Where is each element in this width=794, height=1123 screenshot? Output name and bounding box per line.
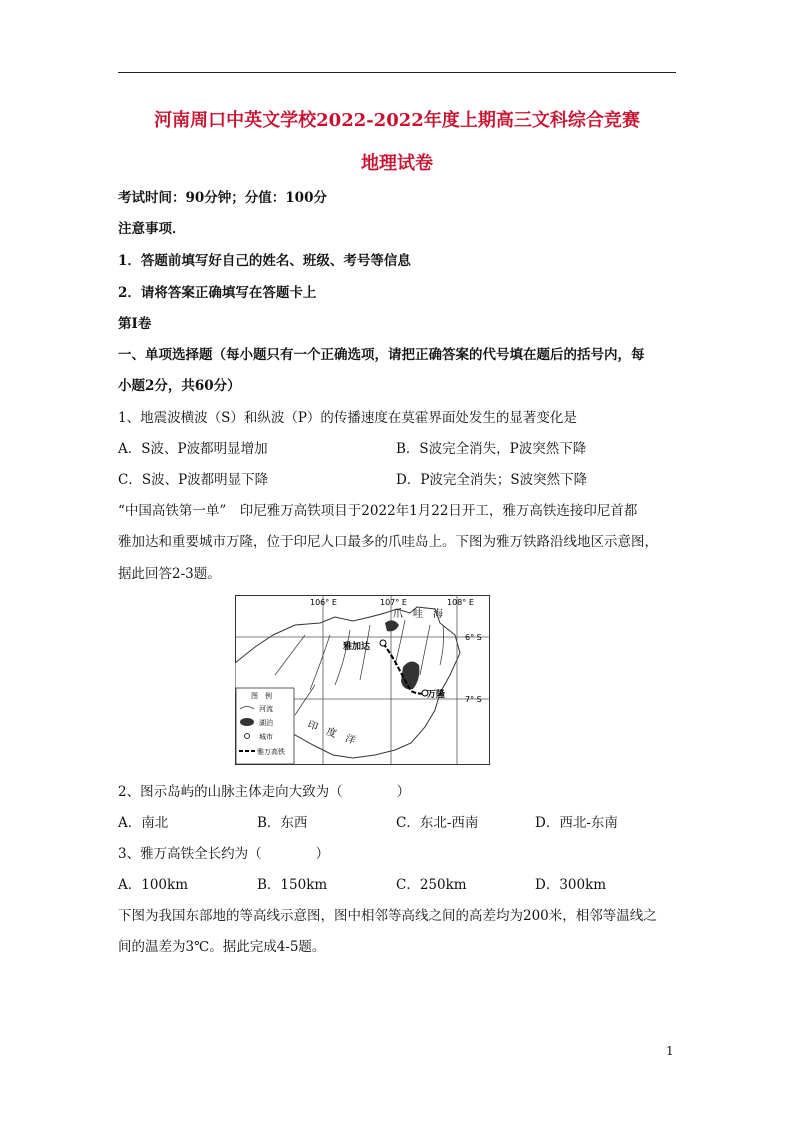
- legend-title: 图 例: [251, 692, 272, 700]
- q2-option-a: A．南北: [118, 815, 169, 831]
- legend-lake-icon: [240, 718, 254, 726]
- passage1-line1: “中国高铁第一单” 印尼雅万高铁项目于2022年1月22日开工，雅万高铁连接印尼首都: [118, 503, 638, 519]
- q1-option-c: C．S波、P波都明显下降: [118, 472, 269, 488]
- java-sea-label: 爪 哇 海: [393, 609, 443, 620]
- q3-stem: 3、雅万高铁全长约为（ ）: [118, 846, 330, 862]
- section-heading-1: 一、单项选择题（每小题只有一个正确选项，请把正确答案的代号填在题后的括号内，每: [118, 347, 645, 363]
- railway-map: [235, 595, 490, 765]
- notice-item-1: 1．答题前填写好自己的姓名、班级、考号等信息: [118, 253, 411, 269]
- jakarta-label: 雅加达: [343, 642, 371, 652]
- section-heading-2: 小题2分，共60分）: [118, 378, 241, 394]
- q2-stem: 2、图示岛屿的山脉主体走向大致为（ ）: [118, 784, 411, 800]
- q2-option-d: D．西北-东南: [535, 815, 618, 831]
- volume-label: 第I卷: [118, 316, 152, 332]
- bandung-label: 万隆: [427, 690, 446, 700]
- page-number: 1: [666, 1044, 674, 1058]
- exam-time: 考试时间：90分钟；分值：100分: [118, 190, 327, 206]
- exam-title: 河南周口中英文学校2022-2022年度上期高三文科综合竞赛: [154, 110, 640, 131]
- q3-option-b: B．150km: [257, 877, 328, 893]
- exam-subtitle: 地理试卷: [361, 153, 433, 174]
- passage1-line3: 据此回答2-3题。: [118, 566, 221, 582]
- q1-option-b: B．S波完全消失，P波突然下降: [396, 441, 587, 457]
- q1-option-d: D．P波完全消失；S波突然下降: [396, 472, 588, 488]
- q1-stem: 1、地震波横波（S）和纵波（P）的传播速度在莫霍界面处发生的显著变化是: [118, 410, 577, 426]
- notice-title: 注意事项．: [118, 221, 186, 237]
- lon-label-106: 106° E: [310, 598, 337, 607]
- q3-option-c: C．250km: [396, 877, 467, 893]
- lat-label-7: 7° S: [465, 695, 482, 704]
- q2-option-b: B．东西: [257, 815, 308, 831]
- legend-rail: 雅万高铁: [257, 748, 285, 756]
- legend-river: 河流: [259, 705, 273, 713]
- map-legend: [236, 688, 294, 764]
- lon-label-108: 108° E: [447, 598, 474, 607]
- passage1-line2: 雅加达和重要城市万隆，位于印尼人口最多的爪哇岛上。下图为雅万铁路沿线地区示意图，: [118, 534, 658, 550]
- indian-ocean-label: 印 度 洋: [305, 719, 357, 747]
- legend-lake: 湖泊: [259, 719, 273, 727]
- lat-label-6: 6° S: [465, 633, 482, 642]
- legend-city-icon: [245, 734, 250, 739]
- legend-city: 城市: [259, 733, 273, 741]
- notice-item-2: 2．请将答案正确填写在答题卡上: [118, 285, 317, 301]
- q2-option-c: C．东北-西南: [396, 815, 479, 831]
- q3-option-a: A．100km: [118, 877, 188, 893]
- passage2-line2: 间的温差为3℃。据此完成4-5题。: [118, 939, 326, 955]
- passage2-line1: 下图为我国东部地的等高线示意图，图中相邻等高线之间的高差均为200米，相邻等温线之: [118, 908, 657, 924]
- lon-label-107: 107° E: [380, 598, 407, 607]
- q3-option-d: D．300km: [535, 877, 607, 893]
- header-rule: [118, 72, 676, 73]
- city-jakarta: [380, 640, 386, 646]
- q1-option-a: A．S波、P波都明显增加: [118, 441, 268, 457]
